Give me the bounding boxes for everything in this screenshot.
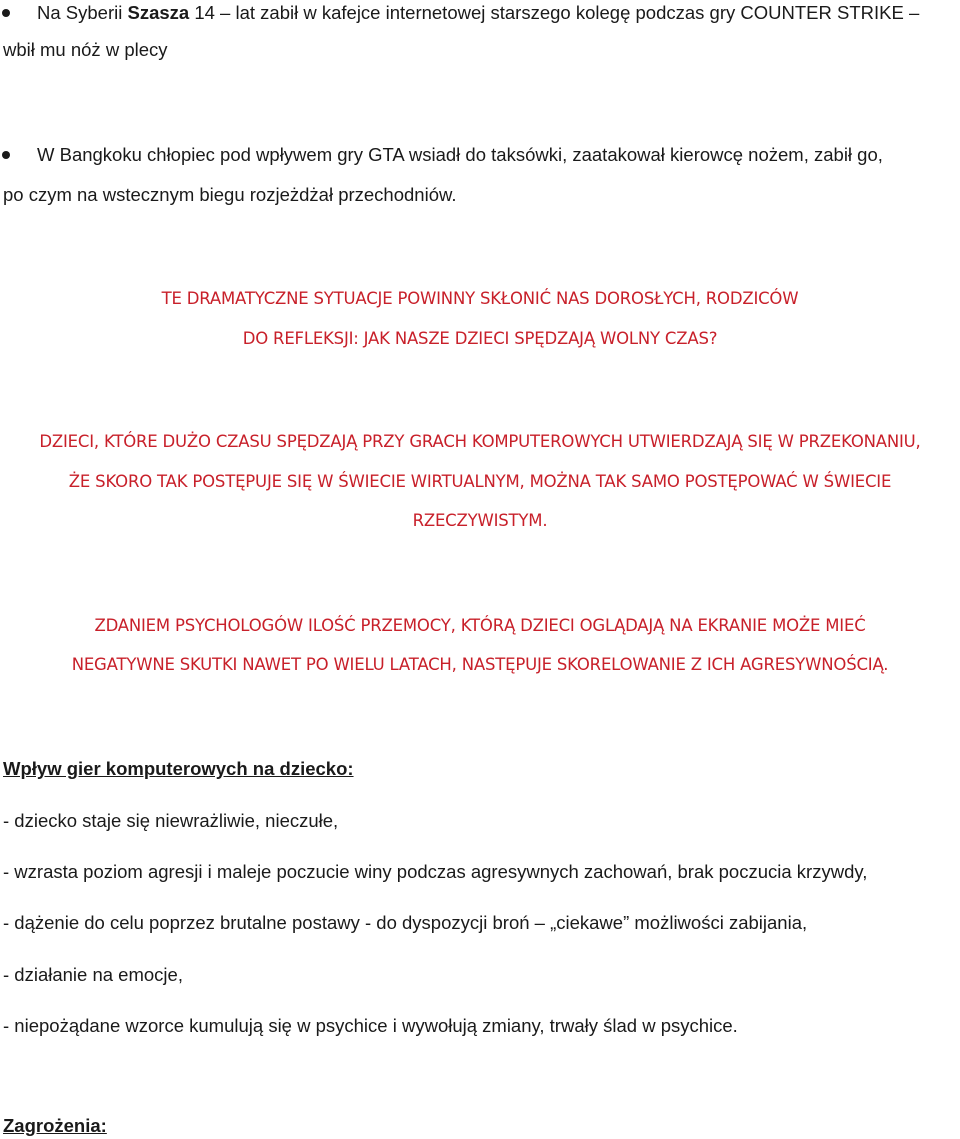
bullet-2-line-1: W Bangkoku chłopiec pod wpływem gry GTA wsiadł do taksówki, zaatakował kierowcę nożem, zabił go, [37,144,883,165]
effects-item-4: - działanie na emocje, [3,964,183,985]
callout-3-line-1: ZDANIEM PSYCHOLOGÓW ILOŚĆ PRZEMOCY, KTÓRĄ DZIECI OGLĄDAJĄ NA EKRANIE MOŻE MIEĆ [94,616,866,635]
bullet-1-text-a: Na Syberii [37,2,128,23]
bullet-1-text-b: 14 – lat zabił w kafejce internetowej starszego kolegę podczas gry COUNTER STRIKE – [189,2,920,23]
callout-2-line-1: DZIECI, KTÓRE DUŻO CZASU SPĘDZAJĄ PRZY GRACH KOMPUTEROWYCH UTWIERDZAJĄ SIĘ W PRZEKONANIU, [39,432,921,451]
callout-2-line-2: ŻE SKORO TAK POSTĘPUJE SIĘ W ŚWIECIE WIRTUALNYM, MOŻNA TAK SAMO POSTĘPOWAĆ W ŚWIECIE [68,472,892,491]
bullet-1-line-1 [37,1,919,25]
bullet-2-line-2: po czym na wstecznym biegu rozjeżdżał przechodniów. [3,184,457,205]
effects-heading: Wpływ gier komputerowych na dziecko: [3,758,354,779]
effects-item-2: - wzrasta poziom agresji i maleje poczucie winy podczas agresywnych zachowań, brak poczucia krzywdy, [3,861,868,882]
effects-item-1: - dziecko staje się niewrażliwie, nieczułe, [3,810,339,831]
bullet-dot-icon [2,151,10,159]
bullet-1-bold-name: Szasza [127,2,190,23]
callout-1-line-2: DO REFLEKSJI: JAK NASZE DZIECI SPĘDZAJĄ WOLNY CZAS? [242,329,718,348]
effects-item-5: - niepożądane wzorce kumulują się w psychice i wywołują zmiany, trwały ślad w psychice. [3,1015,738,1036]
callout-1-line-1: TE DRAMATYCZNE SYTUACJE POWINNY SKŁONIĆ NAS DOROSŁYCH, RODZICÓW [161,289,799,308]
callout-2-line-3: RZECZYWISTYM. [412,511,548,530]
callout-3-line-2: NEGATYWNE SKUTKI NAWET PO WIELU LATACH, NASTĘPUJE SKORELOWANIE Z ICH AGRESYWNOŚCIĄ. [71,655,889,674]
bullet-dot-icon [2,9,10,17]
threats-heading: Zagrożenia: [3,1115,107,1136]
effects-item-3: - dążenie do celu poprzez brutalne postawy - do dyspozycji broń – „ciekawe” możliwości zabijania, [3,912,808,933]
bullet-1-line-2: wbił mu nóż w plecy [3,39,168,60]
